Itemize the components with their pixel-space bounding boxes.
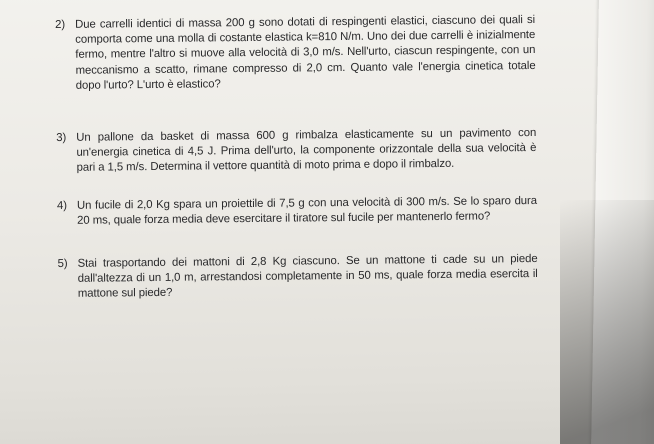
- problem-text: Un pallone da basket di massa 600 g rimbalza elasticamente su un pavimento con un'energia cinetica di 4,5 J. Prima dell'urto, la componente orizzontale della sua velocità è pari a 1,5 m/s. Determina il vettore quantità di moto prima e dopo il rimbalzo.: [76, 126, 537, 175]
- problem-4: [57, 194, 537, 229]
- problem-number: 5): [57, 257, 68, 271]
- problem-text: Stai trasportando dei mattoni di 2,8 Kg ciascuno. Se un mattone ti cade su un piede dall'altezza di un 1,0 m, arrestandosi completamente in 50 ms, quale forza media esercita il mattone sul piede?: [77, 252, 538, 301]
- problem-number: 2): [55, 18, 66, 31]
- exercise-list: [55, 13, 538, 303]
- problem-3: [56, 126, 536, 177]
- problem-2: [55, 13, 536, 94]
- problem-number: 4): [56, 199, 67, 212]
- problem-number: 3): [56, 131, 67, 145]
- second-paper-sheet: [591, 0, 654, 444]
- problem-text: Un fucile di 2,0 Kg spara un proiettile di 7,5 g con una velocità di 300 m/s. Se lo sparo dura 20 ms, quale forza media deve esercitare il tiratore sul fucile per mantenerlo fermo?: [76, 194, 538, 227]
- problem-5: [58, 252, 538, 303]
- problem-text: Due carrelli identici di massa 200 g sono dotati di respingenti elastici, ciascuno dei quali si comporta come una molla di costante elastica k=810 N/m. Uno dei due carrelli è inizialmente fermo, mentre l'altro si muove alla velocità di 3,0 m/s. Nell'urto, ciascun respingente, con un meccanismo a scatto, rimane compresso di 2,0 cm. Quanto vale l'energia cinetica totale dopo l'urto? L'urto è elastico?: [75, 13, 536, 92]
